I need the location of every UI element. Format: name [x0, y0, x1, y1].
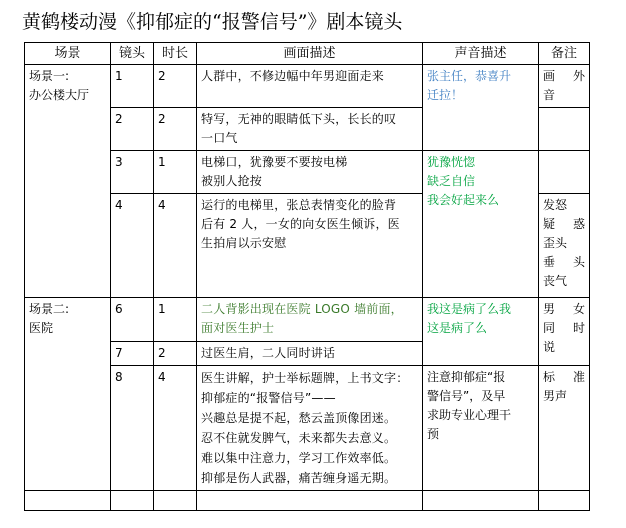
shot-description: 特写，无神的眼睛低下头，长长的叹 一口气: [197, 108, 423, 151]
shot-number: 3: [111, 151, 154, 194]
shot-description: 电梯口，犹豫要不要按电梯 被别人抢按: [197, 151, 423, 194]
shot-number: 8: [111, 366, 154, 491]
table-header-row: [25, 43, 590, 65]
table-row: [25, 65, 590, 108]
shot-number: 4: [111, 194, 154, 298]
note-cell: [539, 108, 590, 151]
script-table: [24, 42, 590, 511]
header-scene: 场景: [25, 43, 111, 65]
shot-description: 过医生肩，二人同时讲话: [197, 342, 423, 366]
header-shot: 镜头: [111, 43, 154, 65]
empty-row: [25, 491, 590, 511]
sound-cell: 张主任，恭喜升 迁拉！: [423, 65, 539, 151]
scene-location: 医院: [29, 321, 54, 335]
scene-location: 办公楼大厅: [29, 88, 90, 102]
page-title: 黄鹤楼动漫《抑郁症的“报警信号”》剧本镜头: [22, 11, 403, 33]
header-sound: 声音描述: [423, 43, 539, 65]
shot-duration: 2: [154, 108, 197, 151]
scene-label: 场景二:: [29, 302, 70, 316]
note-cell: 发怒 疑 惑 歪头 垂 头 丧气: [539, 194, 590, 298]
sound-cell: 注意抑郁症“报 警信号”，及早 求助专业心理干 预: [423, 366, 539, 491]
shot-description: 医生讲解，护士举标题牌，上书文字： 抑郁症的“报警信号”—— 兴趣总是提不起，愁云盖顶像团迷。 忍不住就发脾气，未来都失去意义。 难以集中注意力，学习工作效率低。 抑郁是伤人武器，痛苦缠身遥无期。: [197, 366, 423, 491]
shot-description: 人群中，不修边幅中年男迎面走来: [197, 65, 423, 108]
shot-duration: 2: [154, 65, 197, 108]
note-cell: 画 外 音: [539, 65, 590, 108]
shot-number: 1: [111, 65, 154, 108]
sound-cell: 我这是病了么我 这是病了么: [423, 298, 539, 366]
header-notes: 备注: [539, 43, 590, 65]
shot-number: 6: [111, 298, 154, 342]
shot-duration: 4: [154, 194, 197, 298]
note-cell: 标 准 男声: [539, 366, 590, 491]
table-row: [25, 298, 590, 342]
sound-cell: 犹豫恍惚 缺乏自信 我会好起来么: [423, 151, 539, 298]
shot-duration: 1: [154, 298, 197, 342]
shot-duration: 4: [154, 366, 197, 491]
shot-description: 二人背影出现在医院 LOGO 墙前面， 面对医生护士: [197, 298, 423, 342]
note-cell: 男 女 同 时 说: [539, 298, 590, 366]
header-duration: 时长: [154, 43, 197, 65]
scene-cell: [25, 65, 111, 298]
shot-number: 7: [111, 342, 154, 366]
shot-duration: 1: [154, 151, 197, 194]
shot-number: 2: [111, 108, 154, 151]
note-cell: [539, 151, 590, 194]
header-visual: 画面描述: [197, 43, 423, 65]
scene-cell: [25, 298, 111, 491]
shot-duration: 2: [154, 342, 197, 366]
scene-label: 场景一:: [29, 69, 70, 83]
shot-description: 运行的电梯里，张总表情变化的脸背 后有 2 人，一女的向女医生倾诉，医 生拍肩以示安慰: [197, 194, 423, 298]
